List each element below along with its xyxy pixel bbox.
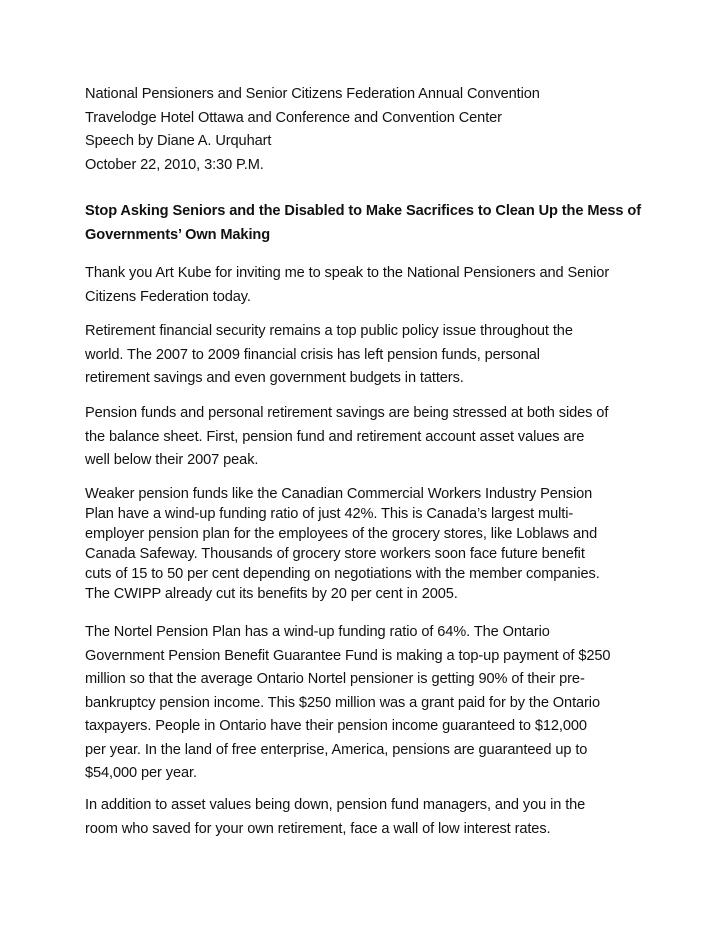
paragraph-line: $54,000 per year. [85, 765, 197, 781]
header-line: Travelodge Hotel Ottawa and Conference and Convention Center [85, 109, 502, 126]
paragraph [85, 262, 645, 309]
speech-title [85, 200, 645, 247]
paragraph-line: employer pension plan for the employees of the grocery stores, like Loblaws and [85, 526, 598, 542]
paragraph-line: million so that the average Ontario Nortel pensioner is getting 90% of their pre- [85, 671, 585, 687]
paragraph-line: per year. In the land of free enterprise, America, pensions are guaranteed up to [85, 741, 588, 758]
paragraph-line: Retirement financial security remains a top public policy issue throughout the [85, 323, 573, 339]
paragraph [85, 794, 645, 841]
paragraph-line: The CWIPP already cut its benefits by 20 per cent in 2005. [85, 586, 458, 602]
paragraph-line: In addition to asset values being down, pension fund managers, and you in the [85, 797, 586, 813]
header-line: October 22, 2010, 3:30 P.M. [85, 156, 264, 173]
paragraph-line: Pension funds and personal retirement savings are being stressed at both sides of [85, 405, 609, 421]
title-line: Stop Asking Seniors and the Disabled to Make Sacrifices to Clean Up the Mess of [85, 203, 641, 219]
paragraph-line: Thank you Art Kube for inviting me to speak to the National Pensioners and Senior [85, 265, 610, 281]
paragraph [85, 621, 645, 786]
header-block [85, 83, 645, 177]
title-line: Governments’ Own Making [85, 226, 271, 243]
paragraph-line: taxpayers. People in Ontario have their pension income guaranteed to $12,000 [85, 718, 587, 734]
paragraph-line: Government Pension Benefit Guarantee Fund is making a top-up payment of $250 [85, 647, 611, 664]
paragraph-line: world. The 2007 to 2009 financial crisis has left pension funds, personal [85, 346, 540, 363]
paragraph [85, 484, 645, 604]
paragraph [85, 320, 645, 391]
paragraph-line: Canada Safeway. Thousands of grocery store workers soon face future benefit [85, 546, 585, 562]
paragraph [85, 402, 645, 473]
paragraph-line: cuts of 15 to 50 per cent depending on negotiations with the member companies. [85, 566, 600, 582]
paragraph-line: Weaker pension funds like the Canadian Commercial Workers Industry Pension [85, 486, 593, 502]
paragraph-line: room who saved for your own retirement, face a wall of low interest rates. [85, 820, 551, 837]
paragraph-line: Plan have a wind-up funding ratio of just 42%. This is Canada’s largest multi- [85, 506, 574, 522]
paragraph-line: the balance sheet. First, pension fund and retirement account asset values are [85, 428, 585, 445]
paragraph-line: The Nortel Pension Plan has a wind-up funding ratio of 64%. The Ontario [85, 624, 550, 640]
header-line: Speech by Diane A. Urquhart [85, 133, 272, 149]
paragraph-line: well below their 2007 peak. [85, 452, 259, 468]
header-line: National Pensioners and Senior Citizens Federation Annual Convention [85, 86, 540, 102]
paragraph-line: retirement savings and even government budgets in tatters. [85, 370, 464, 386]
paragraph-line: Citizens Federation today. [85, 288, 251, 305]
paragraph-line: bankruptcy pension income. This $250 million was a grant paid for by the Ontario [85, 694, 600, 711]
